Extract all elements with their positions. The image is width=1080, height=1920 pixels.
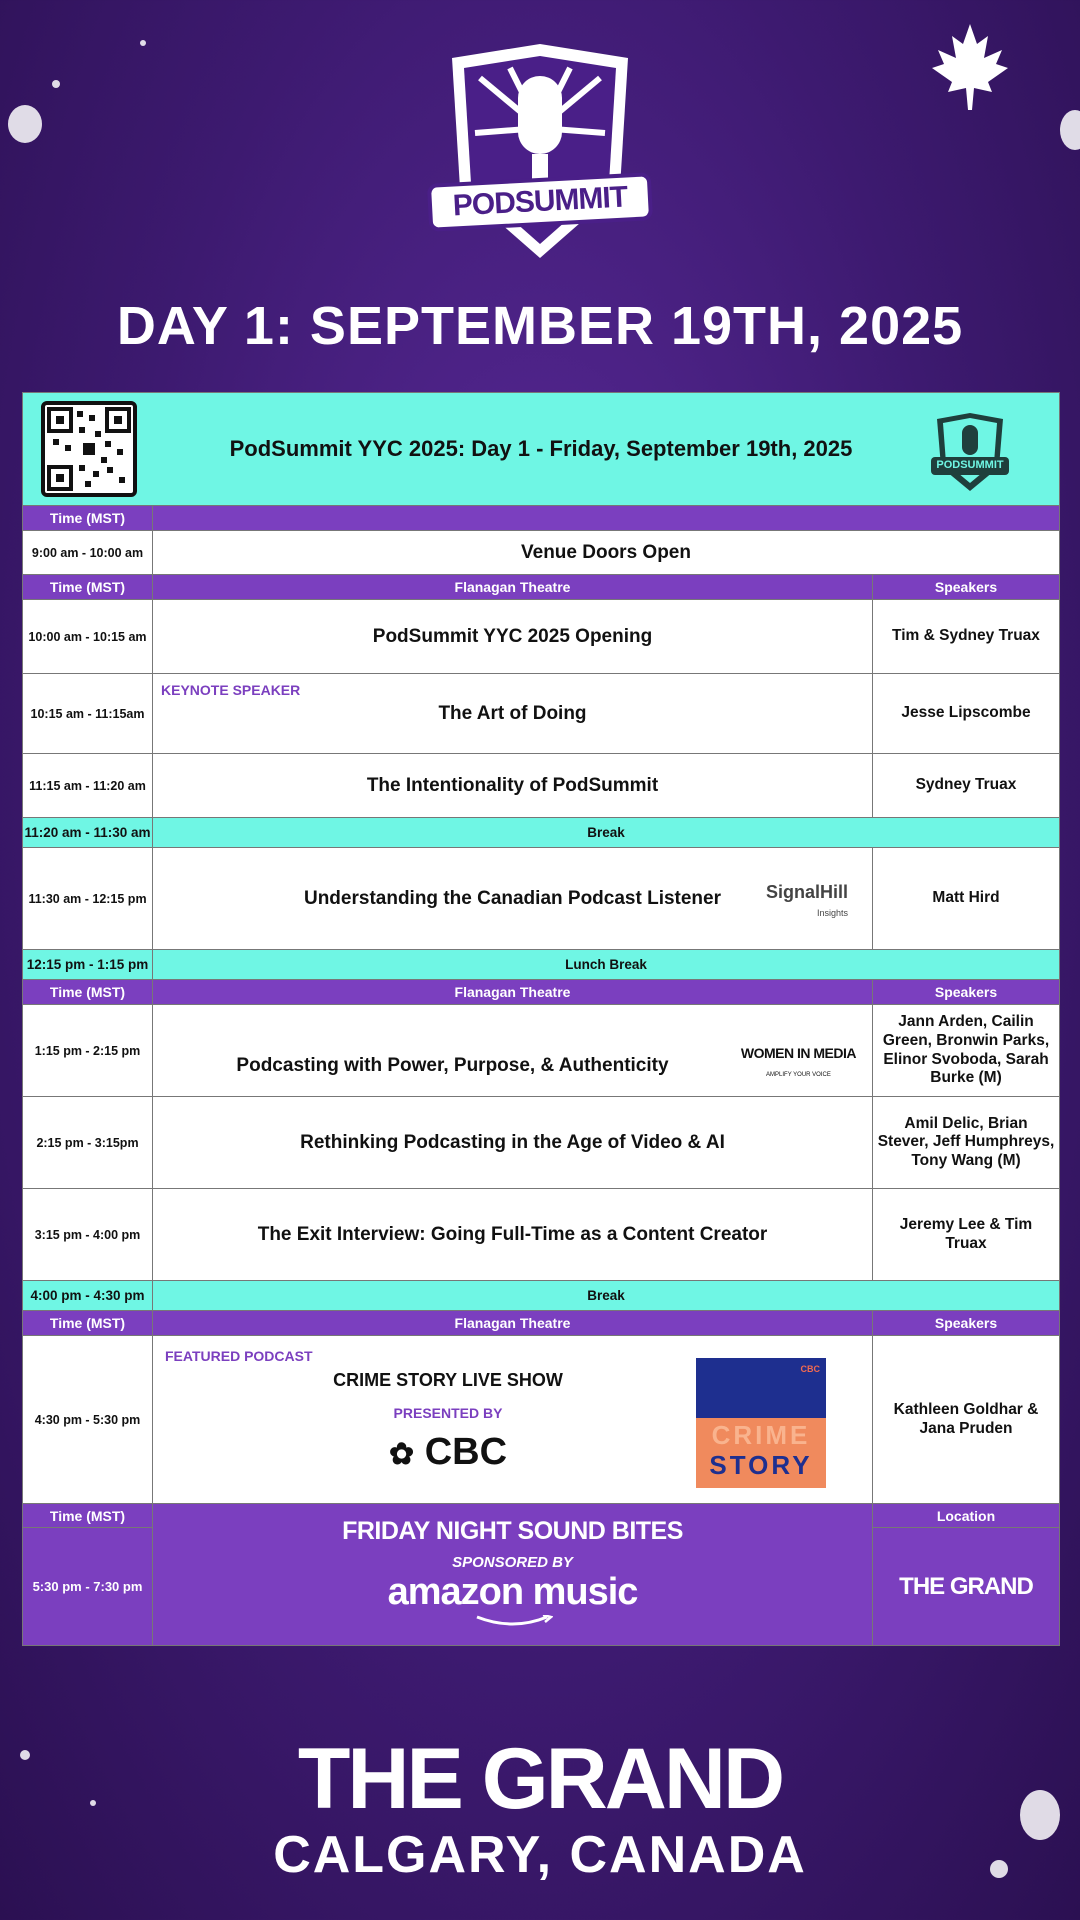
speakers-header: Speakers: [873, 1311, 1060, 1336]
session-speakers: Jesse Lipscombe: [873, 674, 1060, 754]
footer-venue: THE GRAND: [297, 1731, 783, 1827]
break-label: Break: [153, 818, 1060, 848]
sponsored-by-label: SPONSORED BY: [452, 1554, 573, 1571]
header-row: [23, 575, 1060, 600]
crime-story-artwork[interactable]: [696, 1358, 826, 1488]
empty-header: [153, 506, 1060, 531]
table-row: [23, 531, 1060, 575]
header-row: [23, 1311, 1060, 1336]
table-row: [23, 1336, 1060, 1504]
session-time: 2:15 pm - 3:15pm: [23, 1097, 153, 1189]
table-row: [23, 1189, 1060, 1281]
break-time: 11:20 am - 11:30 am: [23, 818, 153, 848]
break-time: 12:15 pm - 1:15 pm: [23, 950, 153, 980]
header-row: [23, 1504, 1060, 1528]
table-row: [23, 674, 1060, 754]
break-row: [23, 950, 1060, 980]
paint-splatter: [8, 105, 42, 143]
table-row: [23, 754, 1060, 818]
session-time: 11:15 am - 11:20 am: [23, 754, 153, 818]
time-header: Time (MST): [23, 980, 153, 1005]
banner-title: PodSummit YYC 2025: Day 1 - Friday, September 19th, 2025: [229, 436, 853, 461]
session-title: CRIME STORY LIVE SHOW: [333, 1370, 563, 1390]
speakers-header: Speakers: [873, 980, 1060, 1005]
session-title: The Exit Interview: Going Full-Time as a Content Creator: [153, 1189, 873, 1281]
session-cell: [153, 848, 873, 950]
paint-splatter: [1060, 110, 1080, 150]
session-cell: [153, 1005, 873, 1097]
break-row: [23, 1281, 1060, 1311]
session-cell: [153, 1336, 873, 1504]
cbc-gem-icon: ✿: [388, 1438, 415, 1471]
session-time: 10:15 am - 11:15am: [23, 674, 153, 754]
break-label: Break: [153, 1281, 1060, 1311]
session-title: The Art of Doing: [438, 702, 587, 724]
break-label: Lunch Break: [153, 950, 1060, 980]
break-row: [23, 818, 1060, 848]
location-header: Location: [873, 1504, 1060, 1528]
artwork-title-bottom: STORY: [709, 1450, 813, 1480]
session-time: 5:30 pm - 7:30 pm: [23, 1528, 153, 1646]
schedule-banner: [23, 393, 1060, 506]
table-row: [23, 1097, 1060, 1189]
women-in-media-logo-sub: AMPLIFY YOUR VOICE: [766, 1072, 831, 1078]
cbc-logo: [303, 1431, 593, 1474]
session-time: 9:00 am - 10:00 am: [23, 531, 153, 575]
header-row: [23, 980, 1060, 1005]
table-row: [23, 848, 1060, 950]
signalhill-logo-text: SignalHill: [765, 882, 848, 902]
qr-code[interactable]: [41, 401, 137, 497]
location-logo: THE GRAND: [873, 1528, 1060, 1646]
time-header: Time (MST): [23, 1504, 153, 1528]
day-title: DAY 1: SEPTEMBER 19TH, 2025: [116, 296, 964, 356]
break-time: 4:00 pm - 4:30 pm: [23, 1281, 153, 1311]
banner-podsummit-logo: [929, 413, 1011, 491]
women-in-media-logo: [741, 1045, 856, 1081]
schedule-table: [22, 392, 1060, 1646]
session-speakers: Jeremy Lee & Tim Truax: [873, 1189, 1060, 1281]
session-speakers: Kathleen Goldhar & Jana Pruden: [873, 1336, 1060, 1504]
session-time: 3:15 pm - 4:00 pm: [23, 1189, 153, 1281]
artwork-cbc-badge: CBC: [800, 1364, 820, 1374]
table-row: [23, 600, 1060, 674]
session-title: Podcasting with Power, Purpose, & Authenticity: [236, 1054, 669, 1076]
keynote-tag: KEYNOTE SPEAKER: [161, 682, 301, 698]
session-time: 4:30 pm - 5:30 pm: [23, 1336, 153, 1504]
session-title: PodSummit YYC 2025 Opening: [153, 600, 873, 674]
session-time: 11:30 am - 12:15 pm: [23, 848, 153, 950]
venue-header: Flanagan Theatre: [153, 575, 873, 600]
women-in-media-logo-text: WOMEN IN MEDIA: [740, 1045, 856, 1061]
featured-tag: FEATURED PODCAST: [165, 1348, 313, 1364]
session-title: Rethinking Podcasting in the Age of Video & AI: [153, 1097, 873, 1189]
session-title: The Intentionality of PodSummit: [153, 754, 873, 818]
time-header: Time (MST): [23, 575, 153, 600]
session-title: Understanding the Canadian Podcast Listener: [303, 887, 722, 909]
signalhill-logo-sub: Insights: [816, 908, 848, 918]
amazon-smile-icon: [473, 1615, 553, 1627]
footer-city: CALGARY, CANADA: [273, 1826, 807, 1884]
session-cell: [153, 674, 873, 754]
artwork-title-top: CRIME: [711, 1420, 811, 1450]
maple-leaf-icon: [930, 22, 1010, 112]
evening-event-cell: [153, 1504, 873, 1646]
session-speakers: Tim & Sydney Truax: [873, 600, 1060, 674]
cbc-logo-text: CBC: [424, 1431, 508, 1473]
session-speakers: Jann Arden, Cailin Green, Bronwin Parks, Elinor Svoboda, Sarah Burke (M): [873, 1005, 1060, 1097]
session-title: Venue Doors Open: [153, 531, 1060, 575]
banner-logo-text: PODSUMMIT: [936, 459, 1004, 471]
paint-splatter: [140, 40, 146, 46]
logo-wordmark: PODSUMMIT: [452, 180, 628, 223]
header-row: [23, 506, 1060, 531]
presented-by-label: PRESENTED BY: [393, 1405, 503, 1421]
session-speakers: Sydney Truax: [873, 754, 1060, 818]
event-title: FRIDAY NIGHT SOUND BITES: [342, 1517, 683, 1545]
venue-header: Flanagan Theatre: [153, 980, 873, 1005]
session-time: 10:00 am - 10:15 am: [23, 600, 153, 674]
podsummit-logo: [420, 38, 660, 268]
session-speakers: Amil Delic, Brian Stever, Jeff Humphreys, Tony Wang (M): [873, 1097, 1060, 1189]
speakers-header: Speakers: [873, 575, 1060, 600]
time-header: Time (MST): [23, 1311, 153, 1336]
table-row: [23, 1005, 1060, 1097]
signalhill-logo: [766, 882, 848, 921]
amazon-music-logo: amazon music: [387, 1571, 638, 1613]
venue-header: Flanagan Theatre: [153, 1311, 873, 1336]
session-time: 1:15 pm - 2:15 pm: [23, 1005, 153, 1097]
time-header: Time (MST): [23, 506, 153, 531]
session-speakers: Matt Hird: [873, 848, 1060, 950]
paint-splatter: [52, 80, 60, 88]
